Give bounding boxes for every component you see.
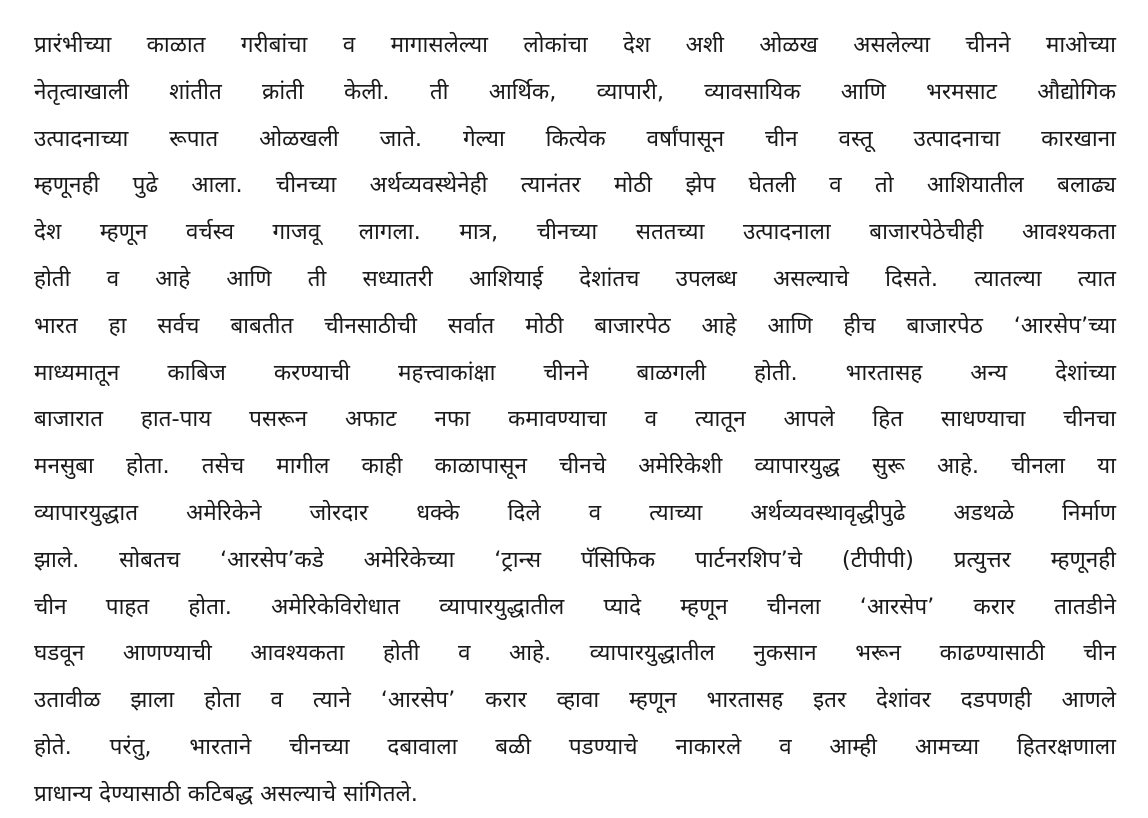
paragraph-line: माध्यमातून काबिज करण्याची महत्त्वाकांक्षा चीनने बाळगली होती. भारतासह अन्य देशांच्या <box>34 359 1116 386</box>
article-paragraph <box>34 22 1116 818</box>
paragraph-last-line: प्राधान्य देण्यासाठी कटिबद्ध असल्याचे सांगितले. <box>34 780 418 807</box>
paragraph-line: घडवून आणण्याची आवश्यकता होती व आहे. व्यापारयुद्धातील नुकसान भरून काढण्यासाठी चीन <box>34 640 1116 667</box>
paragraph-line: झाले. सोबतच ‘आरसेप’कडे अमेरिकेच्या ‘ट्रान्स पॅसिफिक पार्टनरशिप’चे (टीपीपी) प्रत्युत्तर म्हणूनही <box>34 546 1116 573</box>
paragraph-line: व्यापारयुद्धात अमेरिकेने जोरदार धक्के दिले व त्याच्या अर्थव्यवस्थावृद्धीपुढे अडथळे निर्माण <box>34 499 1116 526</box>
paragraph-line: मनसुबा होता. तसेच मागील काही काळापासून चीनचे अमेरिकेशी व्यापारयुद्ध सुरू आहे. चीनला या <box>34 453 1116 480</box>
paragraph-line: प्रारंभीच्या काळात गरीबांचा व मागासलेल्या लोकांचा देश अशी ओळख असलेल्या चीनने माओच्या <box>34 32 1116 58</box>
paragraph-line: होती व आहे आणि ती सध्यातरी आशियाई देशांतच उपलब्ध असल्याचे दिसते. त्यातल्या त्यात <box>34 265 1116 292</box>
paragraph-line: बाजारात हात-पाय पसरून अफाट नफा कमावण्याचा व त्यातून आपले हित साधण्याचा चीनचा <box>34 406 1116 433</box>
paragraph-line: चीन पाहत होता. अमेरिकेविरोधात व्यापारयुद्धातील प्यादे म्हणून चीनला ‘आरसेप’ करार तातडीने <box>34 593 1116 620</box>
paragraph-line: म्हणूनही पुढे आला. चीनच्या अर्थव्यवस्थेनेही त्यानंतर मोठी झेप घेतली व तो आशियातील बलाढ्य <box>34 172 1116 199</box>
paragraph-line: भारत हा सर्वच बाबतीत चीनसाठीची सर्वात मोठी बाजारपेठ आहे आणि हीच बाजारपेठ ‘आरसेप’च्या <box>34 312 1116 339</box>
paragraph-line: नेतृत्वाखाली शांतीत क्रांती केली. ती आर्थिक, व्यापारी, व्यावसायिक आणि भरमसाट औद्योगिक <box>34 78 1116 105</box>
paragraph-line: उतावीळ झाला होता व त्याने ‘आरसेप’ करार व्हावा म्हणून भारतासह इतर देशांवर दडपणही आणले <box>34 687 1116 714</box>
paragraph-line: देश म्हणून वर्चस्व गाजवू लागला. मात्र, चीनच्या सततच्या उत्पादनाला बाजारपेठेचीही आवश्यकता <box>34 219 1116 246</box>
paragraph-line: उत्पादनाच्या रूपात ओळखली जाते. गेल्या कित्येक वर्षांपासून चीन वस्तू उत्पादनाचा कारखाना <box>34 125 1116 152</box>
paragraph-line: होते. परंतु, भारताने चीनच्या दबावाला बळी पडण्याचे नाकारले व आम्ही आमच्या हितरक्षणाला <box>34 733 1116 760</box>
